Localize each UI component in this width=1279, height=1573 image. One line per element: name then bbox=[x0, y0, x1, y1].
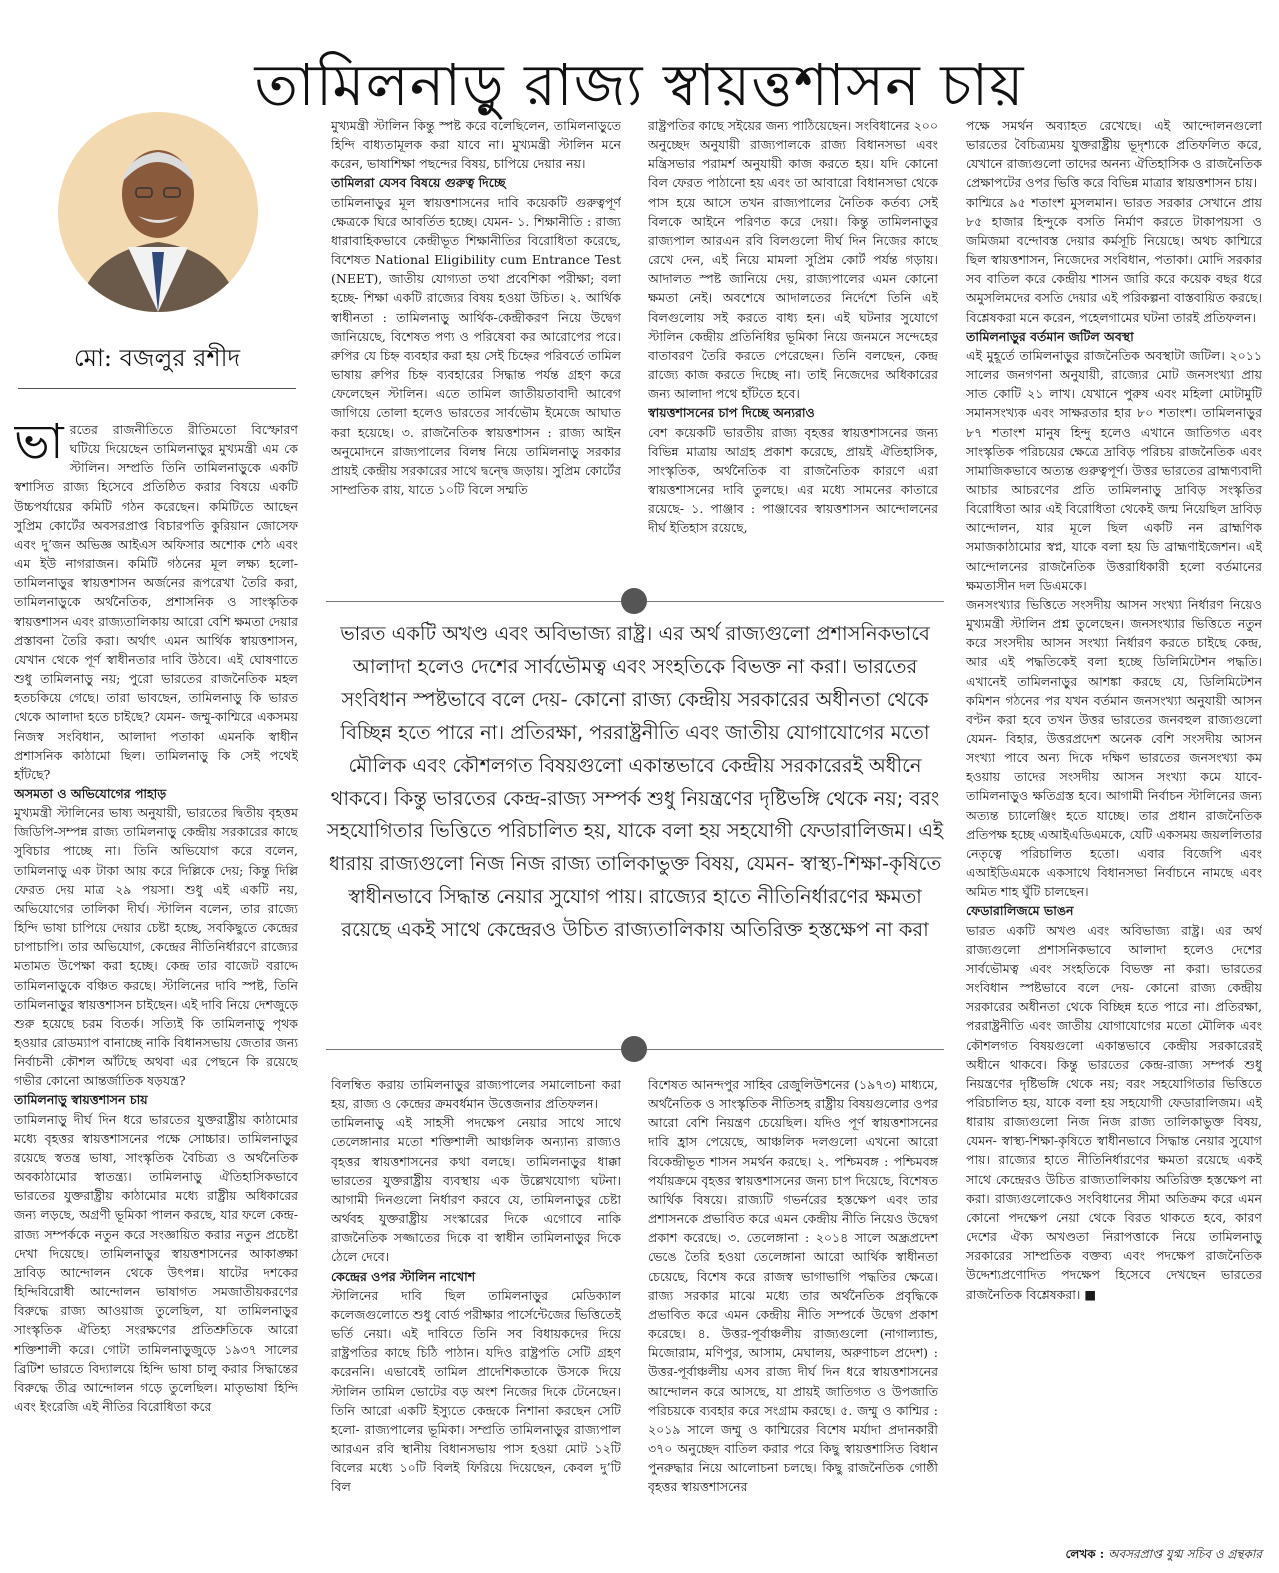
author-portrait-image bbox=[58, 112, 258, 312]
col1-paragraph-1: ভারতের রাজনীতিতে রীতিমতো বিস্ফোরণ ঘটিয়ে দিয়েছেন তামিলনাড়ুর মুখ্যমন্ত্রী এম কে স্টালিন। সম্প্রতি তিনি তামিলনাড়ুকে একটি স্বশাসিত রাজ্য হিসেবে প্রতিষ্ঠিত করার বিষয়ে একটি উচ্চপর্যায়ের কমিটি গঠন করেছেন। কমিটিতে আছেন সুপ্রিম কোর্টের অবসরপ্রাপ্ত বিচারপতি কুরিয়ান জোসেফ এবং দু’জন অভিজ্ঞ আইএস অফিসার অশোক শেঠ এবং এম ইউ নাগরাজন। কমিটি গঠনের মূল লক্ষ্য হলো- তামিলনাড়ুর স্বায়ত্তশাসন অর্জনের রূপরেখা তৈরি করা, তামিলনাড়ুকে অর্থনৈতিক, প্রশাসনিক ও সাংস্কৃতিক স্বায়ত্তশাসন এবং রাজ্যতালিকায় আরো বেশি ক্ষমতা দেয়ার প্রস্তাবনা তৈরি করা। অর্থাৎ এমন আর্থিক স্বায়ত্তশাসন, যেখান থেকে পূর্ণ স্বাধীনতার দাবি উঠবে। এই ঘোষণাতে শুধু তামিলনাড়ু নয়; পুরো ভারতের রাজনৈতিক মহল হতচকিয়ে গেছে। তারা ভাবছেন, তামিলনাড়ু কি ভারত থেকে আলাদা হতে চাইছে? যেমন- জম্মু-কাশ্মিরে একসময় নিজস্ব সংবিধান, আলাদা পতাকা এমনকি স্বাধীন প্রশাসনিক কাঠামো ছিল। তামিলনাড়ু কি সেই পথেই হাঁটছে? bbox=[14, 420, 298, 782]
column-2-lower bbox=[331, 1075, 621, 1567]
col4-paragraph-4: জনসংখ্যার ভিত্তিতে সংসদীয় আসন সংখ্যা নির্ধারণ নিয়েও মুখ্যমন্ত্রী স্টালিন প্রশ্ন তুলেছেন। জনসংখ্যার ভিত্তিতে নতুন করে সংসদীয় আসন সংখ্যা নির্ধারণ করতে চাইছে কেন্দ্র, আর এই পদ্ধতিকেই বলা হচ্ছে ডিলিমিটেশন পদ্ধতি। এখানেই তামিলনাড়ুর আশঙ্কা করছে যে, ডিলিমিটেশন কমিশন গঠনের পর যখন বর্তমান জনসংখ্যা অনুযায়ী আসন বণ্টন করা হবে তখন উত্তর ভারতের জনবহুল রাজ্যগুলো যেমন- বিহার, উত্তরপ্রদেশ অনেক বেশি সংসদীয় আসন সংখ্যা পাবে অন্য দিকে দক্ষিণ ভারতের জনসংখ্যা কম হওয়ায় তাদের সংসদীয় আসন সংখ্যা কমে যাবে- তামিলনাড়ুও ক্ষতিগ্রস্ত হবে। আগামী নির্বাচন স্টালিনের জন্য অত্যন্ত চ্যালেঞ্জিং হতে যাচ্ছে। তার প্রধান রাজনৈতিক প্রতিপক্ষ হচ্ছে এআইএডিএমকে, যেটি একসময় জয়ললিতার নেতৃত্বে পরিচালিত হতো। এবার বিজেপি এবং এআইডিএমকে একসাথে বিধানসভা নির্বাচনে নামছে এবং অমিত শাহ ঘুঁটি চালছেন। bbox=[966, 596, 1262, 900]
lower2-paragraph-1: বিলম্বিত করায় তামিলনাড়ুর রাজ্যপালের সমালোচনা করা হয়, রাজ্য ও কেন্দ্রের ক্রমবর্ধমান উত্তেজনার প্রতিফলন। bbox=[331, 1077, 621, 1112]
column-2-upper bbox=[331, 116, 621, 584]
col2-subheading-1: তামিলরা যেসব বিষয়ে গুরুত্ব দিচ্ছে bbox=[331, 175, 506, 191]
pull-quote: ভারত একটি অখণ্ড এবং অবিভাজ্য রাষ্ট্র। এর অর্থ রাজ্যগুলো প্রশাসনিকভাবে আলাদা হলেও দেশের সার্বভৌমত্ব এবং সংহতিকে বিভক্ত না করা। ভারতের সংবিধান স্পষ্টভাবে বলে দেয়- কোনো রাজ্য কেন্দ্রীয় সরকারের অধীনতা থেকে বিচ্ছিন্ন হতে পারে না। প্রতিরক্ষা, পররাষ্ট্রনীতি এবং জাতীয় যোগাযোগের মতো মৌলিক এবং কৌশলগত বিষয়গুলো একান্তভাবে কেন্দ্রীয় সরকারেরই অধীনে থাকবে। কিন্তু ভারতের কেন্দ্র-রাজ্য সম্পর্ক শুধু নিয়ন্ত্রণের দৃষ্টিভঙ্গি থেকে নয়; বরং সহযোগিতার ভিত্তিতে পরিচালিত হয়, যাকে বলা হয় সহযোগী ফেডারালিজম। এই ধারায় রাজ্যগুলো নিজ নিজ রাজ্য তালিকাভুক্ত বিষয়, যেমন- স্বাস্থ্য-শিক্ষা-কৃষিতে স্বাধীনভাবে সিদ্ধান্ত নেয়ার সুযোগ পায়। রাজ্যের হাতে নীতিনির্ধারণের ক্ষমতা রয়েছে একই সাথে কেন্দ্রেরও উচিত রাজ্যতালিকায় অতিরিক্ত হস্তক্ষেপ না করা bbox=[326, 622, 944, 942]
col3-paragraph-1: রাষ্ট্রপতির কাছে সইয়ের জন্য পাঠিয়েছেন। সংবিধানের ২০০ অনুচ্ছেদ অনুযায়ী রাজ্যপালকে রাজ্য বিধানসভা এবং মন্ত্রিসভার পরামর্শ অনুযায়ী কাজ করতে হয়। যদি কোনো বিল ফেরত পাঠানো হয় এবং তা আবারো বিধানসভা থেকে পাস হয়ে আসে তখন রাজ্যপালের নৈতিক কর্তব্য সেই বিলকে আইনে পরিণত করে দেয়া। কিন্তু তামিলনাড়ুর রাজ্যপাল আরএন রবি বিলগুলো দীর্ঘ দিন নিজের কাছে রেখে দেন, এই নিয়ে মামলা সুপ্রিম কোর্ট পর্যন্ত গড়ায়। আদালত স্পষ্ট জানিয়ে দেয়, রাজ্যপালের এমন কোনো ক্ষমতা নেই। অবশেষে আদালতের নির্দেশে তিনি এই বিলগুলোয় সই করতে বাধ্য হন। এই ঘটনার সুযোগে স্টালিন কেন্দ্রীয় প্রতিনিধির ভূমিকা নিয়ে জনমনে সন্দেহের বাতাবরণ তৈরি করতে পেরেছেন। তিনি বলছেন, কেন্দ্র রাজ্যে কাজ করতে দিচ্ছে না। তাই নিজেদের অধিকারের জন্য আলাদা পথে হাঁটতে হবে। bbox=[648, 118, 938, 402]
col1-paragraph-2: মুখ্যমন্ত্রী স্টালিনের ভাষ্য অনুযায়ী, ভারতের দ্বিতীয় বৃহত্তম জিডিপি-সম্পন্ন রাজ্য তামিলনাড়ু কেন্দ্রীয় সরকারের কাছে সুবিচার পাচ্ছে না। তিনি অভিযোগ করে বলেন, তামিলনাড়ু এক টাকা আয় করে দিল্লিকে দেয়; কিন্তু দিল্লি ফেরত দেয় মাত্র ২৯ পয়সা। শুধু এই একটি নয়, অভিযোগের তালিকা দীর্ঘ। স্টালিন বলেন, তার রাজ্যে হিন্দি ভাষা চাপিয়ে দেয়ার চেষ্টা হচ্ছে, সবকিছুতে কেন্দ্রের চাপাচাপি। তার অভিযোগ, কেন্দ্রের নীতিনির্ধারণে রাজ্যের মতামত উপেক্ষা করা হচ্ছে। কেন্দ্র তার বাজেট বরাদ্দে তামিলনাড়ুকে বঞ্চিত করছে। স্টালিনের দাবি স্পষ্ট, তিনি তামিলনাড়ুর স্বায়ত্তশাসন চাইছেন। এই দাবি নিয়ে দেশজুড়ে শুরু হয়েছে চরম বিতর্ক। সত্যিই কি তামিলনাড়ু পৃথক হওয়ার রোডম্যাপ বানাচ্ছে নাকি বিধানসভায় জেতার জন্য নির্বাচনী কৌশল আঁটছে অথবা এর পেছনে কি রয়েছে গভীর কোনো আন্তর্জাতিক ষড়যন্ত্র? bbox=[14, 805, 298, 1089]
col4-paragraph-5: ভারত একটি অখণ্ড এবং অবিভাজ্য রাষ্ট্র। এর অর্থ রাজ্যগুলো প্রশাসনিকভাবে আলাদা হলেও দেশের সার্বভৌমত্ব এবং সংহতিকে বিভক্ত না করা। ভারতের সংবিধান স্পষ্টভাবে বলে দেয়- কোনো রাজ্য কেন্দ্রীয় সরকারের অধীনতা থেকে বিচ্ছিন্ন হতে পারে না। প্রতিরক্ষা, পররাষ্ট্রনীতি এবং জাতীয় যোগাযোগের মতো মৌলিক এবং কৌশলগত বিষয়গুলো একান্তভাবে কেন্দ্রীয় সরকারেরই অধীনে থাকবে। কিন্তু ভারতের কেন্দ্র-রাজ্য সম্পর্ক শুধু নিয়ন্ত্রণের দৃষ্টিভঙ্গি থেকে নয়; বরং সহযোগিতার ভিত্তিতে পরিচালিত হয়, যাকে বলা হয় সহযোগী ফেডারালিজম। এই ধারায় রাজ্যগুলো নিজ নিজ রাজ্য তালিকাভুক্ত বিষয়, যেমন- স্বাস্থ্য-শিক্ষা-কৃষিতে স্বাধীনভাবে সিদ্ধান্ত নেয়ার সুযোগ পায়। রাজ্যের হাতে নীতিনির্ধারণের ক্ষমতা রয়েছে একই সাথে কেন্দ্রেরও উচিত রাজ্যতালিকায় অতিরিক্ত হস্তক্ষেপ না করা। রাজ্যগুলোকেও সংবিধানের সীমা অতিক্রম করে এমন কোনো পদক্ষেপ নেয়া থেকে বিরত থাকতে হবে, কারণ দেশের ঐক্য অখণ্ডতা নিরাপত্তাকে নিয়ে তামিলনাড়ু সরকারের সাম্প্রতিক বক্তব্য এবং পদক্ষেপ রাজনৈতিক উদ্দেশ্যপ্রণোদিত পদক্ষেপ হিসেবে দেখছেন ভারতের রাজনৈতিক বিশ্লেষকরা। ■ bbox=[966, 922, 1262, 1302]
column-4 bbox=[966, 116, 1262, 1540]
author-signature bbox=[968, 1544, 1262, 1564]
signature-label: লেখক : bbox=[1065, 1547, 1105, 1561]
col4-paragraph-3: এই মুহূর্তে তামিলনাড়ুর রাজনৈতিক অবস্থাটা জটিল। ২০১১ সালের জনগণনা অনুযায়ী, রাজ্যের মোট জনসংখ্যা প্রায় সাত কোটি ২১ লাখ। যেখানে পুরুষ এবং মহিলা মোটামুটি সমানসংখ্যক এবং সাক্ষরতার হার ৮০ শতাংশ। তামিলনাড়ুর ৮৭ শতাংশ মানুষ হিন্দু হলেও এখানে জাতিগত এবং সাংস্কৃতিক পরিচয়ের ক্ষেত্রে দ্রাবিড় পরিচয় রাজনৈতিক এবং সামাজিকভাবে অত্যন্ত গুরুত্বপূর্ণ। উত্তর ভারতের ব্রাহ্মণ্যবাদী আচার আচরণের প্রতি তামিলনাড়ু দ্রাবিড় সংস্কৃতির বিরোধিতা আর এই বিরোধিতা থেকেই জন্ম নিয়েছিল দ্রাবিড় আন্দোলন, যার মূলে ছিল একটি নন ব্রাহ্মণিক সমাজকাঠামোর স্বপ্ন, যাকে বলা হয় ডি ব্রাহ্মণাইজেশন। এই আন্দোলনের রাজনৈতিক উত্তরাধিকারী হলো বর্তমানের ক্ষমতাসীন দল ডিএমকে। bbox=[966, 347, 1262, 593]
dropcap: ভা bbox=[14, 420, 64, 470]
col4-subheading-1: তামিলনাড়ুর বর্তমান জটিল অবস্থা bbox=[966, 328, 1134, 344]
headline: তামিলনাড়ু রাজ্য স্বায়ত্তশাসন চায় bbox=[254, 50, 1025, 119]
col1-subheading-2: তামিলনাড়ু স্বায়ত্তশাসন চায় bbox=[14, 1092, 148, 1108]
lower2-paragraph-3: স্টালিনের দাবি ছিল তামিলনাড়ুর মেডিক্যাল কলেজগুলোতে শুধু বোর্ড পরীক্ষার পার্সেন্টেজের ভিত্তিতেই ভর্তি নেয়া। এই দাবিতে তিনি সব বিধায়কদের দিয়ে রাষ্ট্রপতির কাছে চিঠি পাঠান। যদিও রাষ্ট্রপতি সেটি গ্রহণ করেননি। এভাবেই তামিল প্রাদেশিকতাকে উসকে দিয়ে স্টালিন তামিল ভোটের বড় অংশ নিজের দিকে টেনেছেন। তিনি আরো একটি ইস্যুতে কেন্দ্রকে নিশানা করছেন সেটি হলো- রাজ্যপালের ভূমিকা। সম্প্রতি তামিলনাড়ুর রাজ্যপাল আরএন রবি স্থানীয় বিধানসভায় পাস হওয়া মোট ১২টি বিলের মধ্যে ১০টি বিলই ফিরিয়ে দিয়েছেন, কেবল দু’টি বিল bbox=[331, 1287, 621, 1495]
signature-text: অবসরপ্রাপ্ত যুগ্ম সচিব ও গ্রন্থকার bbox=[1108, 1547, 1262, 1561]
author-photo bbox=[58, 112, 258, 312]
pullquote-top-dot bbox=[621, 588, 647, 614]
lower2-paragraph-2: তামিলনাড়ু এই সাহসী পদক্ষেপ নেয়ার সাথে সাথে তেলেঙ্গানার মতো শক্তিশালী আঞ্চলিক অন্যান্য রাজ্যও বৃহত্তর স্বায়ত্তশাসনের কথা বলছে। তামিলনাড়ুর ধাক্কা ভারতের যুক্তরাষ্ট্রীয় ব্যবস্থায় এক উল্লেখযোগ্য ঘটনা। আগামী দিনগুলো নির্ধারণ করবে যে, তামিলনাড়ুর চেষ্টা অর্থবহ যুক্তরাষ্ট্রীয় সংস্কারের দিকে এগোবে নাকি রাজনৈতিক সজ্জাতের দিকে বা স্বাধীন তামিলনাড়ুর দিকে ঠেলে দেবে। bbox=[331, 1115, 621, 1265]
column-1 bbox=[14, 420, 298, 1570]
column-3-lower bbox=[648, 1075, 938, 1567]
col2-paragraph-1: মুখ্যমন্ত্রী স্টালিন কিন্তু স্পষ্ট করে বলেছিলেন, তামিলনাড়ুতে হিন্দি বাধ্যতামূলক করা যাবে না। মুখ্যমন্ত্রী স্টালিন মনে করেন, ভাষাশিক্ষা পছন্দের বিষয়, চাপিয়ে দেয়ার নয়। bbox=[331, 118, 621, 172]
pullquote-bottom-dot bbox=[621, 1036, 647, 1062]
col1-paragraph-3: তামিলনাড়ু দীর্ঘ দিন ধরে ভারতের যুক্তরাষ্ট্রীয় কাঠামোর মধ্যে বৃহত্তর স্বায়ত্তশাসনের পক্ষে সোচ্চার। তামিলনাড়ুর রয়েছে স্বতন্ত্র ভাষা, সাংস্কৃতিক বৈচিত্র্য ও অর্থনৈতিক অবকাঠামোর স্বাতন্ত্র্য। তামিলনাড়ু ঐতিহাসিকভাবে ভারতের যুক্তরাষ্ট্রীয় কাঠামোর মধ্যে রাষ্ট্রীয় অধিকারের জন্য লড়ছে, অগ্রণী ভূমিকা পালন করছে, যার ফলে কেন্দ্র-রাজ্য সম্পর্ককে নতুন করে সংজ্ঞায়িত করার নতুন প্রচেষ্টা দেখা দিয়েছে। তামিলনাড়ুর স্বায়ত্তশাসনের আকাঙ্ক্ষা দ্রাবিড় আন্দোলন থেকে উৎপন্ন। ষাটের দশকের হিন্দিবিরোধী আন্দোলন ভাষাগত সমজাতীয়করণের বিরুদ্ধে রাজ্য আওয়াজ তুলেছিল, যা তামিলনাড়ুর সাংস্কৃতিক ঐতিহ্য সংরক্ষণের প্রতিশ্রুতিকে আরো শক্তিশালী করে। গোটা তামিলনাড়ুজুড়ে ১৯৩৭ সালের ব্রিটিশ ভারতে বিদ্যালয়ে হিন্দি ভাষা চালু করার সিদ্ধান্তের বিরুদ্ধে তীব্র আন্দোলন গড়ে তুলেছিল। মাতৃভাষা হিন্দি এবং ইংরেজি এই নীতির বিরোধিতা করে bbox=[14, 1111, 298, 1414]
col3-subheading-1: স্বায়ত্তশাসনের চাপ দিচ্ছে অন্যরাও bbox=[648, 405, 815, 421]
column-3-upper bbox=[648, 116, 938, 584]
col3-paragraph-2: বেশ কয়েকটি ভারতীয় রাজ্য বৃহত্তর স্বায়ত্তশাসনের জন্য বিভিন্ন মাত্রায় আগ্রহ প্রকাশ করেছে, প্রায়ই ঐতিহাসিক, সাংস্কৃতিক, অর্থনৈতিক বা রাজনৈতিক কারণে এরা স্বায়ত্তশাসনের দাবি তুলছে। এর মধ্যে সামনের কাতারে রয়েছে- ১. পাঞ্জাব : পাঞ্জাবের স্বায়ত্তশাসন আন্দোলনের দীর্ঘ ইতিহাস রয়েছে, bbox=[648, 424, 938, 536]
lower3-paragraph-1: বিশেষত আনন্দপুর সাহিব রেজুলিউশনের (১৯৭৩) মাধ্যমে, অর্থনৈতিক ও সাংস্কৃতিক নীতিসহ রাষ্ট্রীয় বিষয়গুলোর ওপর আরো বেশি নিয়ন্ত্রণ চেয়েছিল। যদিও পূর্ণ স্বায়ত্তশাসনের দাবি হ্রাস পেয়েছে, আঞ্চলিক দলগুলো এখনো আরো বিকেন্দ্রীভূত শাসন সমর্থন করছে। ২. পশ্চিমবঙ্গ : পশ্চিমবঙ্গ পর্যায়ক্রমে বৃহত্তর স্বায়ত্তশাসনের জন্য চাপ দিয়েছে, বিশেষত আর্থিক বিষয়ে। রাজ্যটি গভর্নরের হস্তক্ষেপ এবং তার প্রশাসনকে প্রভাবিত করে এমন কেন্দ্রীয় নীতি নিয়েও উদ্বেগ প্রকাশ করেছে। ৩. তেলেঙ্গানা : ২০১৪ সালে অন্ধ্রপ্রদেশ ভেঙে তৈরি হওয়া তেলেঙ্গানা আরো আর্থিক স্বাধীনতা চেয়েছে, বিশেষ করে রাজস্ব ভাগাভাগি পদ্ধতির ক্ষেত্রে। রাজ্য সরকার মাঝে মধ্যে তার অর্থনৈতিক প্রবৃদ্ধিকে প্রভাবিত করে এমন কেন্দ্রীয় নীতি সম্পর্কে উদ্বেগ প্রকাশ করেছে। ৪. উত্তর-পূর্বাঞ্চলীয় রাজ্যগুলো (নাগাল্যান্ড, মিজোরাম, মণিপুর, আসাম, মেঘালয়, অরুণাচল প্রদেশ) : উত্তর-পূর্বাঞ্চলীয় এসব রাজ্য দীর্ঘ দিন ধরে স্বায়ত্তশাসনের আন্দোলন করে আসছে, যা প্রায়ই জাতিগত ও উপজাতি পরিচয়কে ব্যবহার করে সংগ্রাম করছে। ৫. জম্মু ও কাশ্মির : ২০১৯ সালে জম্মু ও কাশ্মিরের বিশেষ মর্যাদা প্রদানকারী ৩৭০ অনুচ্ছেদ বাতিল করার পরে কিছু স্বায়ত্তশাসিত বিধান পুনরুদ্ধার নিয়ে আলোচনা চলছে। কিছু রাজনৈতিক গোষ্ঠী বৃহত্তর স্বায়ত্তশাসনের bbox=[648, 1077, 938, 1495]
author-byline: মো: বজলুর রশীদ bbox=[73, 344, 241, 372]
col4-paragraph-1: পক্ষে সমর্থন অব্যাহত রেখেছে। এই আন্দোলনগুলো ভারতের বৈচিত্র্যময় যুক্তরাষ্ট্রীয় ভূদৃশ্যকে প্রতিফলিত করে, যেখানে রাজ্যগুলো তাদের অনন্য ঐতিহাসিক ও রাজনৈতিক প্রেক্ষাপটের ওপর ভিত্তি করে বিভিন্ন মাত্রার স্বায়ত্তশাসন চায়। bbox=[966, 118, 1262, 191]
col4-subheading-2: ফেডারালিজমে ভাঙন bbox=[966, 903, 1074, 919]
lower2-subheading-1: কেন্দ্রের ওপর স্টালিন নাখোশ bbox=[331, 1268, 476, 1284]
col2-paragraph-2: তামিলনাড়ুর মূল স্বায়ত্তশাসনের দাবি কয়েকটি গুরুত্বপূর্ণ ক্ষেত্রকে ঘিরে আবর্তিত হচ্ছে। যেমন- ১. শিক্ষানীতি : রাজ্য ধারাবাহিকভাবে কেন্দ্রীভূত শিক্ষানীতির বিরোধিতা করেছে, বিশেষত National Eligibility cum Entrance Test (NEET), জাতীয় যোগ্যতা তথা প্রবেশিকা পরীক্ষা; বলা হচ্ছে- শিক্ষা একটি রাজ্যের বিষয় হওয়া উচিত। ২. আর্থিক স্বাধীনতা : তামিলনাড়ু আর্থিক-কেন্দ্রীকরণ নিয়ে উদ্বেগ জানিয়েছে, বিশেষত পণ্য ও পরিষেবা কর আরোপের পরে। রুপির যে চিহ্ন ব্যবহার করা হয় সেই চিহ্নের পরিবর্তে তামিল ভাষায় রুপির চিহ্ন ব্যবহারের সিদ্ধান্ত পর্যন্ত গ্রহণ করে ফেলেছেন স্টালিন। এতে তামিল জাতীয়তাবাদী আবেগ জাগিয়ে তোলা হলেও ভারতের সার্বভৌম ইমেজে আঘাত করা হয়েছে। ৩. রাজনৈতিক স্বায়ত্তশাসন : রাজ্য আইন অনুমোদনে রাজ্যপালের বিলম্ব নিয়ে তামিলনাড়ু সরকার প্রায়ই কেন্দ্রীয় সরকারের সাথে দ্বন্দ্বে জড়ায়। সুপ্রিম কোর্টের সাম্প্রতিক রায়, যাতে ১০টি বিলে সম্মতি bbox=[331, 194, 621, 497]
col4-paragraph-2: কাশ্মিরে ৯৫ শতাংশ মুসলমান। ভারত সরকার সেখানে প্রায় ৮৫ হাজার হিন্দুকে বসতি নির্মাণ করতে টাকাপয়সা ও জমিজমা বন্দোবস্ত দেয়ার কর্মসূচি নিয়েছে। অথচ কাশ্মিরে ছিল স্বায়ত্তশাসন, নিজেদের সংবিধান, পতাকা। মোদি সরকার সব বাতিল করে কেন্দ্রীয় শাসন জারি করে কয়েক বছর ধরে অমুসলিমদের বসতি দেয়ার এই পরিকল্পনা বাস্তবায়িত করছে। বিশ্লেষকরা মনে করেন, পহেলগামের ঘটনা তারই প্রতিফলন। bbox=[966, 194, 1262, 325]
col1-subheading-1: অসমতা ও অভিযোগের পাহাড় bbox=[14, 785, 167, 801]
byline-rule bbox=[18, 388, 296, 389]
